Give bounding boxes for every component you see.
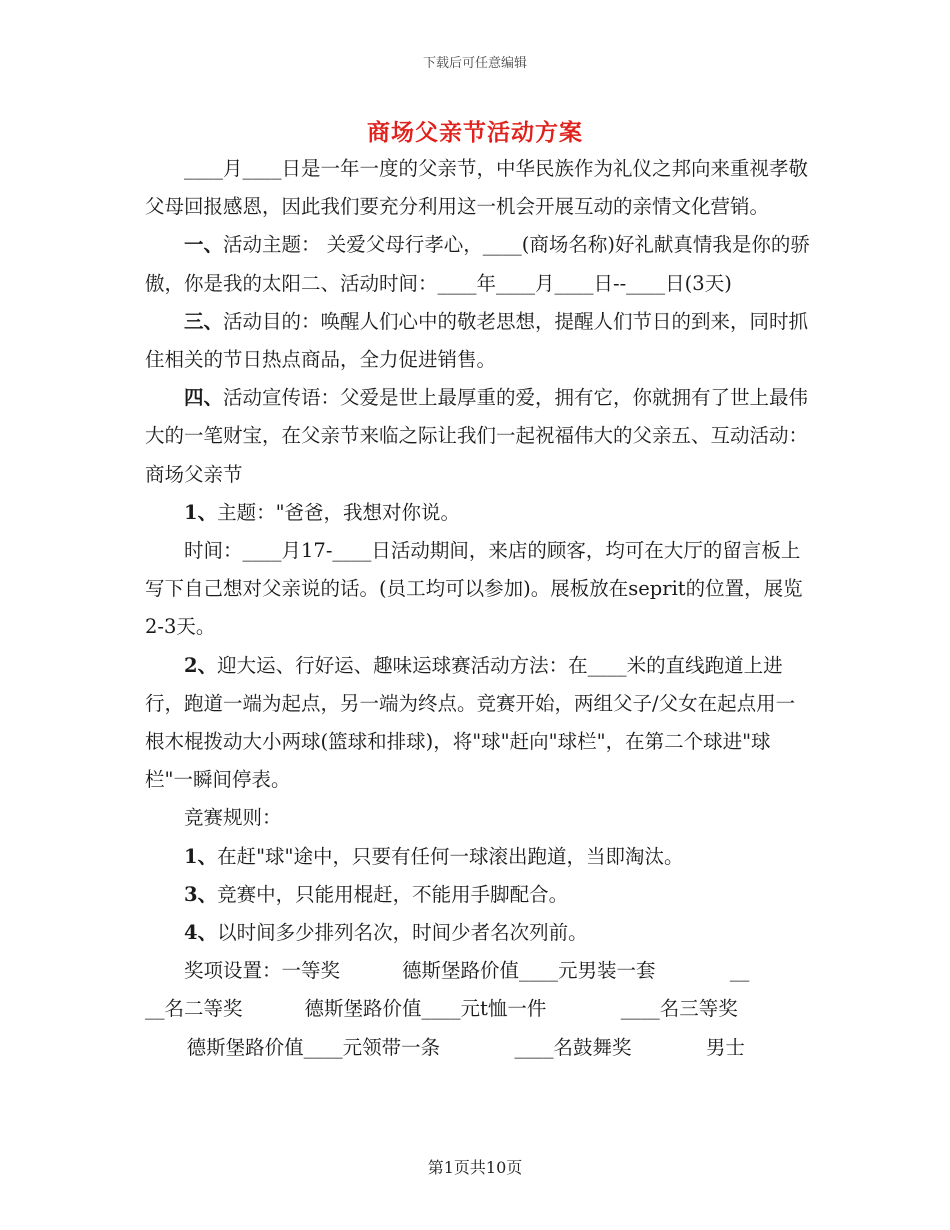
paragraph-text: 竞赛规则： — [184, 806, 282, 830]
paragraph-text: 在赶"球"途中，只要有任何一球滚出跑道，当即淘汰。 — [217, 844, 684, 868]
section-number: 四、 — [184, 386, 224, 410]
awards-line: __名二等奖 德斯堡路价值____元t恤一件 ____名三等奖 — [145, 997, 738, 1021]
awards-line: 奖项设置：一等奖 德斯堡路价值____元男装一套 __ — [184, 959, 750, 983]
section-number: 一、 — [184, 233, 224, 257]
paragraph-text: 迎大运、行好运、趣味运球赛活动方法：在____米的直线跑道上进行，跑道一端为起点，另一端为终点。竞赛开始，两组父子/父女在起点用一根木棍拨动大小两球(篮球和排球)，将"球"赶向"球栏"，在第二个球进"球栏"一瞬间停表。 — [145, 653, 796, 792]
awards-section — [145, 952, 813, 1067]
paragraph-rule1 — [145, 838, 813, 876]
section-number: 1、 — [184, 500, 218, 524]
section-number: 2、 — [184, 653, 218, 677]
page-footer: 第1页共10页 — [427, 1158, 523, 1177]
section-number: 1、 — [184, 844, 218, 868]
section-number: 3、 — [184, 882, 218, 906]
section-number: 三、 — [184, 309, 224, 333]
paragraph-text: ____月____日是一年一度的父亲节，中华民族作为礼仪之邦向来重视孝敬父母回报感恩，因此我们要充分利用这一机会开展互动的亲情文化营销。 — [145, 157, 809, 219]
document-title: 商场父亲节活动方案 — [367, 119, 583, 146]
paragraph-time — [145, 532, 813, 647]
paragraph-intro — [145, 150, 813, 226]
awards-line: 德斯堡路价值____元领带一条 ____名鼓舞奖 男士 — [174, 1035, 745, 1059]
paragraph-theme — [145, 226, 813, 302]
paragraph-text: 活动目的：唤醒人们心中的敬老思想，提醒人们节日的到来，同时抓住相关的节日热点商品，全力促进销售。 — [145, 309, 809, 372]
section-number: 4、 — [184, 921, 218, 945]
paragraph-rule3 — [145, 876, 813, 914]
paragraph-topic2 — [145, 647, 813, 800]
paragraph-text: 以时间多少排列名次，时间少者名次列前。 — [217, 921, 588, 945]
paragraph-text: 活动宣传语：父爱是世上最厚重的爱，拥有它，你就拥有了世上最伟大的一笔财宝，在父亲节来临之际让我们一起祝福伟大的父亲五、互动活动：商场父亲节 — [145, 386, 809, 486]
paragraph-text: 时间：____月17-____日活动期间，来店的顾客，均可在大厅的留言板上写下自己想对父亲说的话。(员工均可以参加)。展板放在seprit的位置，展览2-3天。 — [145, 539, 803, 639]
paragraph-rule4 — [145, 914, 813, 952]
document-body — [145, 150, 813, 1067]
paragraph-text: 活动主题： 关爱父母行孝心，____(商场名称)好礼献真情我是你的骄傲，你是我的太阳二、活动时间：____年____月____日--____日(3天) — [145, 233, 810, 295]
paragraph-slogan — [145, 379, 813, 494]
paragraph-text: 竞赛中，只能用棍赶，不能用手脚配合。 — [217, 882, 569, 906]
paragraph-topic1 — [145, 494, 813, 532]
page-header: 下载后可任意编辑 — [422, 56, 527, 71]
paragraph-rules — [145, 799, 813, 837]
paragraph-purpose — [145, 303, 813, 379]
paragraph-text: 主题："爸爸，我想对你说。 — [217, 500, 461, 524]
